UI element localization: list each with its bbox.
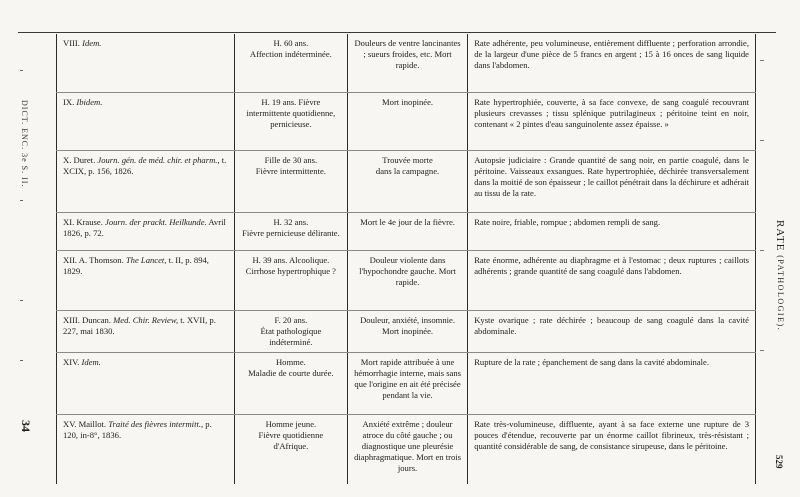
symptoms-cell: Mort rapide attribuée à une hémorrhagie interne, mais sans que l'origine en ait été précisée pendant la vie. xyxy=(347,352,467,414)
case-citation: t. XVII, p. 227, mai 1830. xyxy=(63,314,216,336)
case-source: Journ. gén. de méd. chir. et pharm. xyxy=(97,154,218,165)
case-citation: p. 120, in-8°, 1836. xyxy=(63,418,212,440)
case-citation: , t. XCIX, p. 156, 1826. xyxy=(63,154,227,176)
table-row xyxy=(57,212,756,250)
signature-number: 34 xyxy=(19,420,33,432)
case-table xyxy=(56,34,756,484)
symptoms-cell: Mort inopinée. xyxy=(347,92,467,150)
case-reference xyxy=(57,250,235,310)
table-row xyxy=(57,310,756,352)
patient-description: H. 39 ans. Alcoolique. Cirrhose hypertrophique ? xyxy=(234,250,347,310)
autopsy-findings: Autopsie judiciaire : Grande quantité de sang noir, en partie coagulé, dans le péritoine. Vaisseaux exsangues. Rate hypertrophiée, déchirée transversalement dans la moitié de son épaisseur ; le caillot pénétrait dans la déchirure et adhérait au tissu de la rate. xyxy=(468,150,756,212)
case-number: X. Duret. xyxy=(63,154,96,165)
case-reference xyxy=(57,92,235,150)
autopsy-findings: Kyste ovarique ; rate déchirée ; beaucoup de sang coagulé dans la cavité abdominale. xyxy=(468,310,756,352)
running-title xyxy=(774,220,786,331)
symptoms-cell: Mort le 4e jour de la fièvre. xyxy=(347,212,467,250)
case-source: The Lancet, xyxy=(125,254,167,265)
autopsy-findings: Rate noire, friable, rompue ; abdomen rempli de sang. xyxy=(468,212,756,250)
autopsy-findings: Rupture de la rate ; épanchement de sang dans la cavité abdominale. xyxy=(468,352,756,414)
autopsy-findings: Rate hypertrophiée, couverte, à sa face convexe, de sang coagulé recouvrant plusieurs crevasses ; tissu splénique putrilagineux ; péritoine teint en noir, contenant « 2 pintes d'eau sanguinolente assez épaisse. » xyxy=(468,92,756,150)
patient-description: H. 60 ans. Affection indéterminée. xyxy=(234,34,347,92)
case-number: XIII. Duncan. xyxy=(63,314,111,325)
case-number: XI. Krause. xyxy=(63,216,103,227)
case-reference xyxy=(57,34,235,92)
case-source: Traité des fièvres intermitt., xyxy=(108,418,204,429)
case-number: VIII. xyxy=(63,38,80,48)
table-row xyxy=(57,250,756,310)
symptoms-cell: Trouvée morte dans la campagne. xyxy=(347,150,467,212)
case-source: Idem. xyxy=(82,38,102,48)
margin-tick xyxy=(20,300,23,301)
case-number: XIV. xyxy=(63,356,80,367)
table-row xyxy=(57,34,756,92)
symptoms-cell: Douleurs de ventre lancinantes ; sueurs froides, etc. Mort rapide. xyxy=(347,34,467,92)
case-source: Med. Chir. Review, xyxy=(113,314,179,325)
table-row xyxy=(57,352,756,414)
autopsy-findings: Rate très-volumineuse, diffluente, ayant à sa face externe une rupture de 3 pouces d'étendue, recouverte par un énorme caillot fibrineux, très-résistant ; quantité considérable de sang, de consistance sirupeuse, dans le péritoine. xyxy=(468,414,756,484)
case-reference xyxy=(57,310,235,352)
patient-description: F. 20 ans. État pathologique indéterminé. xyxy=(234,310,347,352)
patient-description: Fille de 30 ans. Fièvre intermittente. xyxy=(234,150,347,212)
margin-tick xyxy=(20,360,23,361)
table-row xyxy=(57,150,756,212)
right-margin xyxy=(756,0,800,497)
running-title-main: RATE xyxy=(774,220,786,252)
margin-tick xyxy=(760,350,764,351)
table-row xyxy=(57,92,756,150)
symptoms-cell: Douleur violente dans l'hypochondre gauche. Mort rapide. xyxy=(347,250,467,310)
case-number: XV. Maillot. xyxy=(63,418,107,429)
case-source: Idem. xyxy=(81,356,101,367)
dictionary-reference: DICT. ENC. 3e S. II. xyxy=(20,100,29,188)
case-reference xyxy=(57,352,235,414)
patient-description: H. 32 ans. Fièvre pernicieuse délirante. xyxy=(234,212,347,250)
case-source: Journ. der prackt. Heilkunde. xyxy=(105,216,207,227)
margin-tick xyxy=(20,200,23,201)
case-citation: t. II, p. 894, 1829. xyxy=(63,254,209,276)
page-number: 529 xyxy=(774,455,784,469)
case-number: XII. A. Thomson. xyxy=(63,254,124,265)
margin-tick xyxy=(760,60,764,61)
case-citation: Avril 1826, p. 72. xyxy=(63,216,226,238)
table-row xyxy=(57,414,756,484)
margin-tick xyxy=(20,70,23,71)
symptoms-cell: Anxiété extrême ; douleur atroce du côté gauche ; ou diagnostique une pleurésie diaphragmatique. Mort en trois jours. xyxy=(347,414,467,484)
case-number: IX. xyxy=(63,96,75,107)
patient-description: H. 19 ans. Fièvre intermittente quotidienne, pernicieuse. xyxy=(234,92,347,150)
patient-description: Homme jeune. Fièvre quotidienne d'Afrique. xyxy=(234,414,347,484)
running-title-sub: (PATHOLOGIE). xyxy=(776,255,785,332)
case-reference xyxy=(57,414,235,484)
margin-tick xyxy=(760,140,764,141)
patient-description: Homme. Maladie de courte durée. xyxy=(234,352,347,414)
autopsy-findings: Rate énorme, adhérente au diaphragme et à l'estomac ; deux ruptures ; caillots adhérents ; grande quantité de sang coagulé dans l'abdomen. xyxy=(468,250,756,310)
case-source: Ibidem. xyxy=(76,96,103,107)
case-reference xyxy=(57,150,235,212)
case-reference xyxy=(57,212,235,250)
margin-tick xyxy=(760,250,764,251)
autopsy-findings: Rate adhérente, peu volumineuse, entièrement diffluente ; perforation arrondie, de la largeur d'une pièce de 5 francs en argent ; 15 à 16 onces de sang liquide dans l'abdomen. xyxy=(468,34,756,92)
top-rule xyxy=(18,32,776,33)
left-margin xyxy=(0,0,56,497)
symptoms-cell: Douleur, anxiété, insomnie. Mort inopinée. xyxy=(347,310,467,352)
